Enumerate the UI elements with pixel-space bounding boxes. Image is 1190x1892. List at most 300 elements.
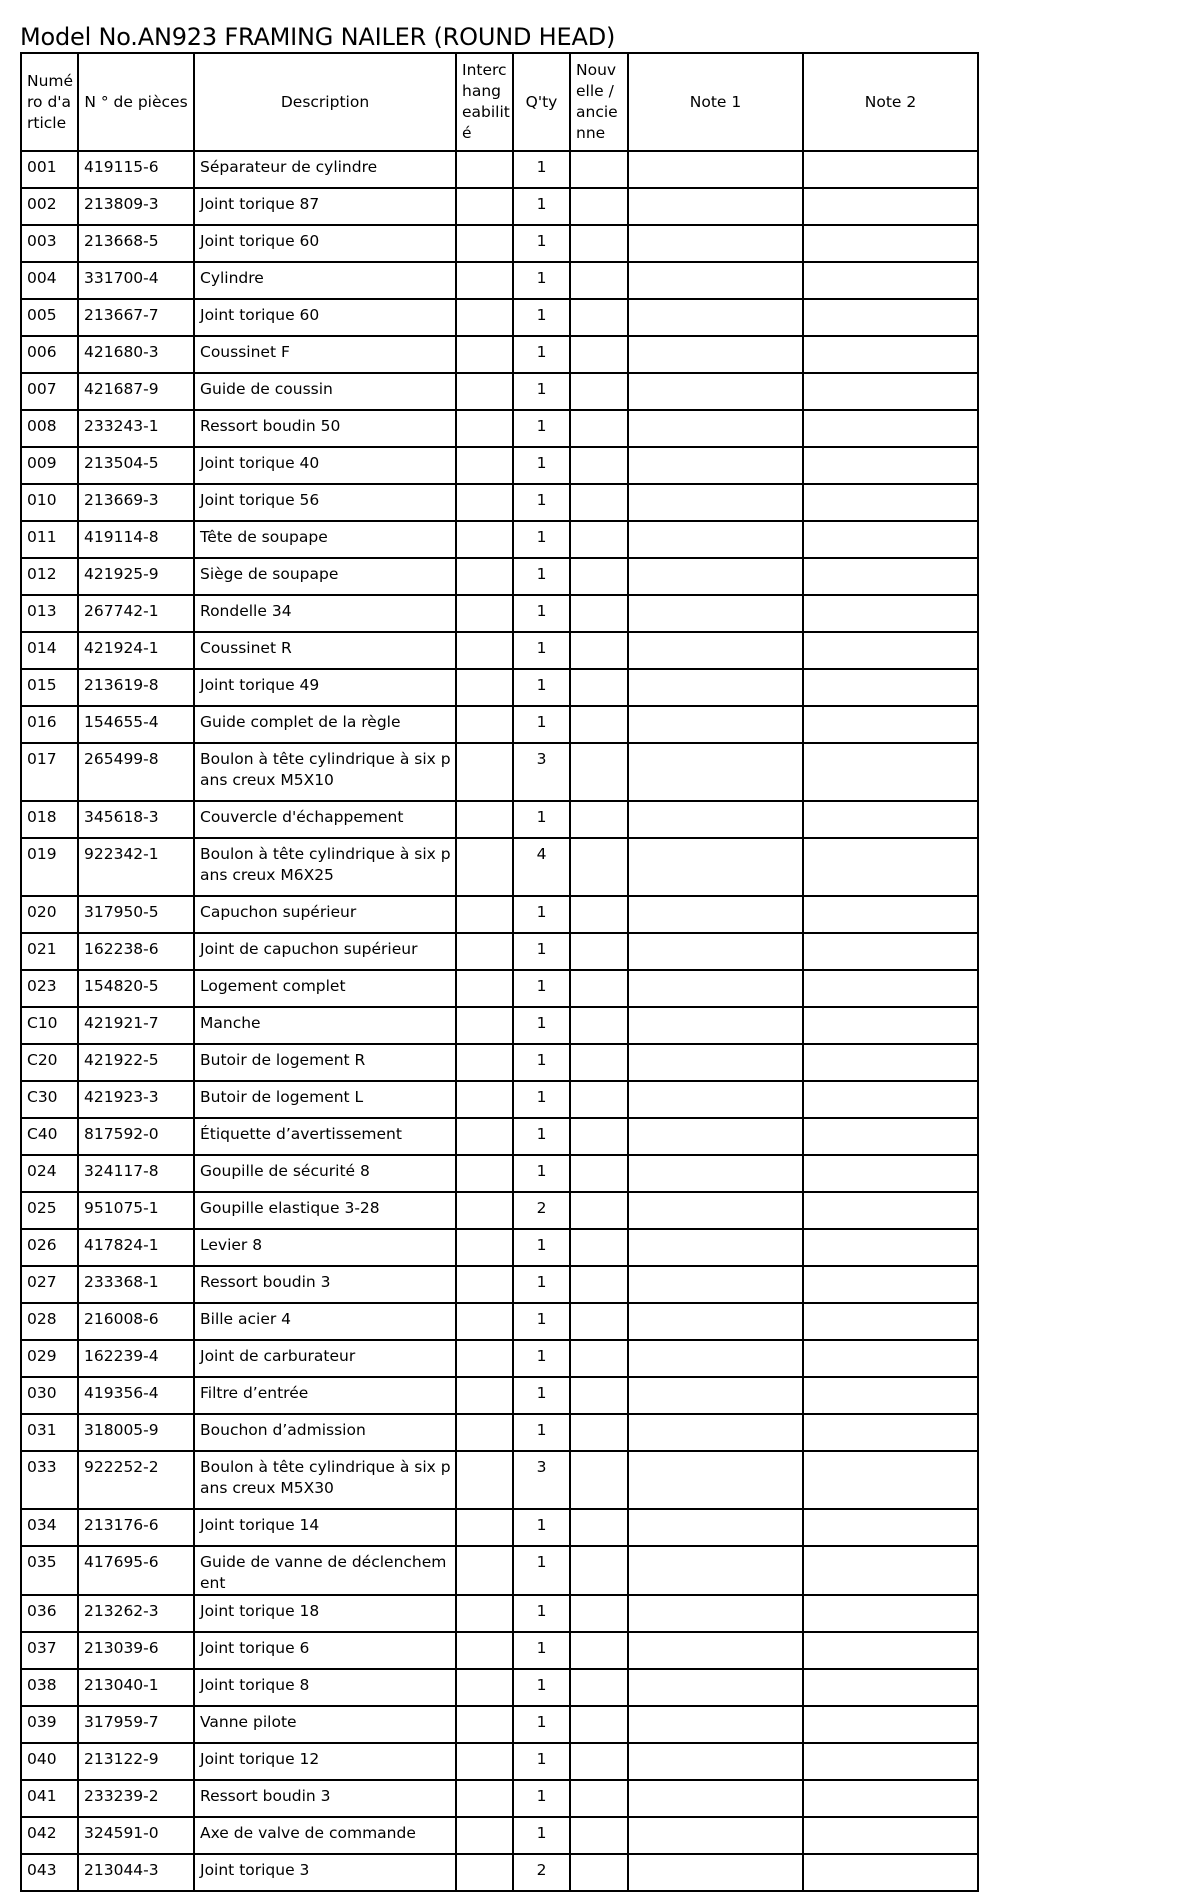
part-number-text: 922252-2 (84, 1458, 159, 1476)
new-old-cell (570, 632, 628, 669)
item-number-text: 015 (27, 676, 57, 694)
note-2-cell (803, 1192, 978, 1229)
note-2-cell (803, 336, 978, 373)
part-number-text: 213668-5 (84, 232, 159, 250)
description-text: Axe de valve de commande (200, 1824, 416, 1842)
description-cell (194, 188, 456, 225)
note-2-cell (803, 373, 978, 410)
quantity-text: 1 (536, 454, 547, 472)
quantity-cell (513, 706, 570, 743)
item-number-cell (21, 225, 78, 262)
note-1-cell (628, 595, 803, 632)
quantity-text: 1 (536, 977, 547, 995)
part-number-cell (78, 1414, 194, 1451)
quantity-text: 1 (536, 1676, 547, 1694)
new-old-cell (570, 1546, 628, 1595)
part-number-text: 213669-3 (84, 491, 159, 509)
part-number-cell (78, 896, 194, 933)
note-2-cell (803, 484, 978, 521)
interchangeability-cell (456, 262, 513, 299)
description-text: Boulon à tête cylindrique à six pans creux M5X10 (200, 750, 451, 789)
interchangeability-cell (456, 1451, 513, 1509)
new-old-cell (570, 521, 628, 558)
column-header-description: Description (194, 53, 456, 151)
note-1-cell (628, 632, 803, 669)
column-header-note-2: Note 2 (803, 53, 978, 151)
table-row (21, 299, 978, 336)
note-1-cell (628, 225, 803, 262)
note-2-cell (803, 447, 978, 484)
item-number-text: 012 (27, 565, 57, 583)
new-old-cell (570, 1266, 628, 1303)
note-1-cell (628, 1854, 803, 1891)
note-1-cell (628, 801, 803, 838)
new-old-cell (570, 1192, 628, 1229)
description-cell (194, 595, 456, 632)
part-number-text: 213040-1 (84, 1676, 159, 1694)
note-1-cell (628, 896, 803, 933)
note-2-cell (803, 1451, 978, 1509)
note-1-cell (628, 1229, 803, 1266)
quantity-text: 2 (536, 1861, 547, 1879)
description-cell (194, 1780, 456, 1817)
quantity-cell (513, 410, 570, 447)
quantity-cell (513, 1780, 570, 1817)
part-number-text: 213809-3 (84, 195, 159, 213)
table-row (21, 1192, 978, 1229)
new-old-cell (570, 838, 628, 896)
item-number-text: 025 (27, 1199, 57, 1217)
quantity-cell (513, 225, 570, 262)
note-1-cell (628, 1595, 803, 1632)
description-cell (194, 521, 456, 558)
part-number-text: 162239-4 (84, 1347, 159, 1365)
new-old-cell (570, 970, 628, 1007)
part-number-text: 421923-3 (84, 1088, 159, 1106)
note-1-cell (628, 299, 803, 336)
quantity-cell (513, 669, 570, 706)
table-row (21, 706, 978, 743)
part-number-text: 213667-7 (84, 306, 159, 324)
table-row (21, 188, 978, 225)
note-2-cell (803, 1118, 978, 1155)
item-number-cell (21, 632, 78, 669)
note-2-cell (803, 410, 978, 447)
quantity-cell (513, 521, 570, 558)
note-1-cell (628, 336, 803, 373)
note-2-cell (803, 1632, 978, 1669)
item-number-cell (21, 1780, 78, 1817)
note-1-cell (628, 669, 803, 706)
quantity-text: 1 (536, 1421, 547, 1439)
new-old-cell (570, 1155, 628, 1192)
description-cell (194, 151, 456, 188)
description-cell (194, 743, 456, 801)
quantity-text: 1 (536, 903, 547, 921)
quantity-cell (513, 1266, 570, 1303)
table-row (21, 970, 978, 1007)
quantity-cell (513, 1509, 570, 1546)
quantity-cell (513, 970, 570, 1007)
note-2-cell (803, 299, 978, 336)
quantity-text: 1 (536, 1516, 547, 1534)
table-row (21, 151, 978, 188)
new-old-cell (570, 1118, 628, 1155)
item-number-text: 030 (27, 1384, 57, 1402)
interchangeability-cell (456, 558, 513, 595)
table-row (21, 373, 978, 410)
quantity-cell (513, 373, 570, 410)
description-cell (194, 1854, 456, 1891)
interchangeability-cell (456, 410, 513, 447)
item-number-text: 002 (27, 195, 57, 213)
quantity-text: 1 (536, 1088, 547, 1106)
item-number-text: 029 (27, 1347, 57, 1365)
part-number-cell (78, 1509, 194, 1546)
part-number-text: 154655-4 (84, 713, 159, 731)
item-number-text: 013 (27, 602, 57, 620)
new-old-cell (570, 1817, 628, 1854)
description-text: Siège de soupape (200, 565, 339, 583)
quantity-text: 1 (536, 343, 547, 361)
new-old-cell (570, 1340, 628, 1377)
note-1-cell (628, 1743, 803, 1780)
quantity-text: 1 (536, 1384, 547, 1402)
item-number-text: 017 (27, 750, 57, 768)
description-cell (194, 1081, 456, 1118)
description-cell (194, 1706, 456, 1743)
item-number-text: 039 (27, 1713, 57, 1731)
quantity-text: 1 (536, 565, 547, 583)
new-old-cell (570, 669, 628, 706)
description-cell (194, 1192, 456, 1229)
quantity-cell (513, 299, 570, 336)
part-number-text: 213262-3 (84, 1602, 159, 1620)
item-number-cell (21, 1303, 78, 1340)
quantity-text: 1 (536, 1824, 547, 1842)
part-number-text: 417695-6 (84, 1553, 159, 1571)
table-row (21, 1632, 978, 1669)
item-number-text: 001 (27, 158, 57, 176)
quantity-cell (513, 1377, 570, 1414)
part-number-cell (78, 1118, 194, 1155)
item-number-cell (21, 1155, 78, 1192)
quantity-text: 1 (536, 1162, 547, 1180)
note-1-cell (628, 1706, 803, 1743)
interchangeability-cell (456, 838, 513, 896)
description-cell (194, 669, 456, 706)
interchangeability-cell (456, 706, 513, 743)
interchangeability-cell (456, 1377, 513, 1414)
quantity-text: 2 (536, 1199, 547, 1217)
note-2-cell (803, 801, 978, 838)
quantity-cell (513, 1081, 570, 1118)
new-old-cell (570, 933, 628, 970)
description-cell (194, 1340, 456, 1377)
description-cell (194, 933, 456, 970)
note-1-cell (628, 1118, 803, 1155)
quantity-cell (513, 1192, 570, 1229)
part-number-text: 345618-3 (84, 808, 159, 826)
item-number-cell (21, 410, 78, 447)
table-row (21, 1509, 978, 1546)
column-header-interchangeability: Interc hang eabilit é (456, 53, 513, 151)
table-row (21, 1414, 978, 1451)
table-row (21, 1546, 978, 1595)
quantity-cell (513, 595, 570, 632)
interchangeability-cell (456, 447, 513, 484)
description-text: Joint torique 18 (200, 1602, 320, 1620)
part-number-text: 317950-5 (84, 903, 159, 921)
interchangeability-cell (456, 1632, 513, 1669)
description-cell (194, 896, 456, 933)
part-number-text: 267742-1 (84, 602, 159, 620)
quantity-text: 1 (536, 380, 547, 398)
quantity-text: 1 (536, 1713, 547, 1731)
description-cell (194, 1229, 456, 1266)
item-number-text: 014 (27, 639, 57, 657)
interchangeability-cell (456, 188, 513, 225)
part-number-cell (78, 447, 194, 484)
interchangeability-cell (456, 1192, 513, 1229)
note-2-cell (803, 1817, 978, 1854)
note-2-cell (803, 1007, 978, 1044)
description-text: Joint torique 60 (200, 306, 320, 324)
interchangeability-cell (456, 1706, 513, 1743)
part-number-cell (78, 1303, 194, 1340)
description-text: Logement complet (200, 977, 346, 995)
table-row (21, 1780, 978, 1817)
interchangeability-cell (456, 896, 513, 933)
note-1-cell (628, 1669, 803, 1706)
interchangeability-cell (456, 484, 513, 521)
part-number-cell (78, 1340, 194, 1377)
description-text: Bouchon d’admission (200, 1421, 366, 1439)
table-row (21, 1007, 978, 1044)
note-1-cell (628, 1780, 803, 1817)
note-1-cell (628, 558, 803, 595)
part-number-text: 324591-0 (84, 1824, 159, 1842)
interchangeability-cell (456, 521, 513, 558)
part-number-cell (78, 1266, 194, 1303)
part-number-cell (78, 262, 194, 299)
part-number-cell (78, 1007, 194, 1044)
note-1-cell (628, 1044, 803, 1081)
table-row (21, 1155, 978, 1192)
new-old-cell (570, 188, 628, 225)
interchangeability-cell (456, 151, 513, 188)
new-old-cell (570, 1007, 628, 1044)
interchangeability-cell (456, 1229, 513, 1266)
item-number-text: 021 (27, 940, 57, 958)
table-row (21, 933, 978, 970)
note-1-cell (628, 521, 803, 558)
quantity-cell (513, 336, 570, 373)
note-2-cell (803, 262, 978, 299)
note-2-cell (803, 1340, 978, 1377)
item-number-cell (21, 1546, 78, 1595)
item-number-text: 023 (27, 977, 57, 995)
description-text: Joint torique 49 (200, 676, 320, 694)
item-number-cell (21, 299, 78, 336)
description-text: Filtre d’entrée (200, 1384, 309, 1402)
item-number-text: 035 (27, 1553, 57, 1571)
part-number-cell (78, 1743, 194, 1780)
note-2-cell (803, 743, 978, 801)
item-number-text: 019 (27, 845, 57, 863)
table-row (21, 410, 978, 447)
quantity-cell (513, 1595, 570, 1632)
part-number-text: 417824-1 (84, 1236, 159, 1254)
note-1-cell (628, 1340, 803, 1377)
description-cell (194, 1118, 456, 1155)
quantity-text: 1 (536, 1639, 547, 1657)
item-number-cell (21, 669, 78, 706)
interchangeability-cell (456, 1595, 513, 1632)
description-cell (194, 1377, 456, 1414)
new-old-cell (570, 299, 628, 336)
parts-table-container (20, 52, 977, 1879)
note-1-cell (628, 373, 803, 410)
item-number-cell (21, 1340, 78, 1377)
part-number-text: 421924-1 (84, 639, 159, 657)
description-cell (194, 225, 456, 262)
quantity-cell (513, 1303, 570, 1340)
description-cell (194, 1007, 456, 1044)
item-number-cell (21, 1451, 78, 1509)
interchangeability-cell (456, 1155, 513, 1192)
interchangeability-cell (456, 595, 513, 632)
table-row (21, 1229, 978, 1266)
note-1-cell (628, 1303, 803, 1340)
description-text: Étiquette d’avertissement (200, 1125, 402, 1143)
item-number-cell (21, 1229, 78, 1266)
table-row (21, 1340, 978, 1377)
quantity-cell (513, 1854, 570, 1891)
item-number-text: 026 (27, 1236, 57, 1254)
item-number-text: 024 (27, 1162, 57, 1180)
item-number-text: 003 (27, 232, 57, 250)
part-number-text: 817592-0 (84, 1125, 159, 1143)
quantity-cell (513, 1044, 570, 1081)
item-number-text: 038 (27, 1676, 57, 1694)
new-old-cell (570, 1743, 628, 1780)
column-header-part-number: N ° de pièces (78, 53, 194, 151)
item-number-text: 007 (27, 380, 57, 398)
part-number-cell (78, 299, 194, 336)
table-row (21, 1451, 978, 1509)
part-number-text: 317959-7 (84, 1713, 159, 1731)
quantity-text: 1 (536, 1273, 547, 1291)
table-row (21, 1044, 978, 1081)
quantity-cell (513, 933, 570, 970)
item-number-cell (21, 1118, 78, 1155)
part-number-text: 213619-8 (84, 676, 159, 694)
description-text: Butoir de logement L (200, 1088, 364, 1106)
item-number-cell (21, 1044, 78, 1081)
new-old-cell (570, 447, 628, 484)
part-number-cell (78, 521, 194, 558)
description-text: Ressort boudin 3 (200, 1273, 331, 1291)
quantity-text: 1 (536, 676, 547, 694)
item-number-text: C30 (27, 1088, 58, 1106)
note-2-cell (803, 1509, 978, 1546)
description-cell (194, 970, 456, 1007)
quantity-text: 1 (536, 713, 547, 731)
description-text: Joint torique 60 (200, 232, 320, 250)
interchangeability-cell (456, 1817, 513, 1854)
part-number-cell (78, 1669, 194, 1706)
description-cell (194, 1509, 456, 1546)
item-number-text: 028 (27, 1310, 57, 1328)
part-number-cell (78, 1229, 194, 1266)
item-number-cell (21, 1743, 78, 1780)
part-number-cell (78, 1595, 194, 1632)
part-number-cell (78, 484, 194, 521)
description-cell (194, 447, 456, 484)
note-2-cell (803, 838, 978, 896)
description-text: Joint torique 12 (200, 1750, 320, 1768)
table-row (21, 1081, 978, 1118)
item-number-cell (21, 896, 78, 933)
note-1-cell (628, 1414, 803, 1451)
note-2-cell (803, 1044, 978, 1081)
quantity-cell (513, 1706, 570, 1743)
item-number-cell (21, 558, 78, 595)
part-number-cell (78, 558, 194, 595)
item-number-text: 005 (27, 306, 57, 324)
item-number-text: 008 (27, 417, 57, 435)
note-2-cell (803, 1743, 978, 1780)
table-row (21, 1595, 978, 1632)
item-number-cell (21, 262, 78, 299)
description-cell (194, 1266, 456, 1303)
item-number-cell (21, 373, 78, 410)
interchangeability-cell (456, 225, 513, 262)
item-number-text: 041 (27, 1787, 57, 1805)
item-number-cell (21, 1817, 78, 1854)
table-row (21, 1303, 978, 1340)
description-text: Goupille de sécurité 8 (200, 1162, 370, 1180)
description-text: Guide complet de la règle (200, 713, 401, 731)
part-number-cell (78, 743, 194, 801)
part-number-text: 213176-6 (84, 1516, 159, 1534)
quantity-text: 1 (536, 1310, 547, 1328)
part-number-cell (78, 1632, 194, 1669)
description-text: Couvercle d'échappement (200, 808, 404, 826)
quantity-cell (513, 1669, 570, 1706)
part-number-cell (78, 1377, 194, 1414)
table-row (21, 484, 978, 521)
quantity-cell (513, 1007, 570, 1044)
quantity-cell (513, 632, 570, 669)
item-number-text: 033 (27, 1458, 57, 1476)
quantity-cell (513, 262, 570, 299)
item-number-cell (21, 1509, 78, 1546)
item-number-cell (21, 1706, 78, 1743)
part-number-cell (78, 1451, 194, 1509)
part-number-cell (78, 1044, 194, 1081)
table-row (21, 1669, 978, 1706)
interchangeability-cell (456, 1081, 513, 1118)
part-number-text: 233243-1 (84, 417, 159, 435)
new-old-cell (570, 1229, 628, 1266)
interchangeability-cell (456, 1007, 513, 1044)
column-header-item-number: Numé ro d'a rticle (21, 53, 78, 151)
quantity-cell (513, 1118, 570, 1155)
new-old-cell (570, 1854, 628, 1891)
note-2-cell (803, 521, 978, 558)
